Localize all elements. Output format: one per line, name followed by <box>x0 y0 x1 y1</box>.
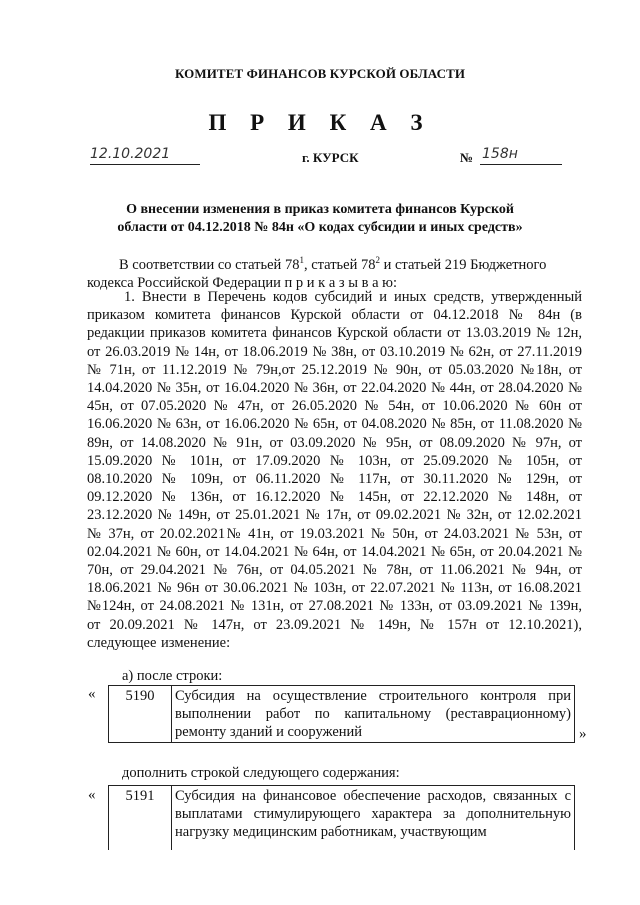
description-cell: Субсидия на финансовое обеспечение расходов, связанных с выплатами стимулирующего характера за дополнительную нагрузку медицинским работникам, участвующим <box>172 786 575 851</box>
amendment-paragraph: 1. Внести в Перечень кодов субсидий и иных средств, утвержденный приказом комитета финансов Курской области от 04.12.2018 № 84н (в редакции приказов комитета финансов Курской области от 13.03.2019 № 12н, от 26.03.2019 № 14н, от 18.06.2019 № 38н, от 03.10.2019 № 62н, от 27.11.2019 № 71н, от 11.12.2019 № 79н,от 25.12.2019 № 90н, от 05.03.2020 №18н, от 14.04.2020 № 35н, от 16.04.2020 № 36н, от 22.04.2020 № 44н, от 28.04.2020 № 45н, от 07.05.2020 № 47н, от 26.05.2020 № 54н, от 10.06.2020 № 60н от 16.06.2020 № 63н, от 16.06.2020 № 65н, от 04.08.2020 № 85н, от 11.08.2020 № 89н, от 14.08.2020 № 91н, от 03.09.2020 № 95н, от 08.09.2020 № 97н, от 15.09.2020 № 101н, от 17.09.2020 № 103н, от 25.09.2020 № 105н, от 08.10.2020 № 109н, от 06.11.2020 № 117н, от 30.11.2020 № 129н, от 09.12.2020 № 136н, от 16.12.2020 № 145н, от 22.12.2020 № 148н, от 23.12.2020 № 149н, от 25.01.2021 № 17н, от 09.02.2021 № 32н, от 12.02.2021 № 37н, от 20.02.2021№ 41н, от 19.03.2021 № 50н, от 24.03.2021 № 53н, от 02.04.2021 № 60н, от 14.04.2021 № 64н, от 14.04.2021 № 65н, от 20.04.2021 № 70н, от 29.04.2021 № 76н, от 04.05.2021 № 78н, от 11.06.2021 № 94н, от 18.06.2021 № 96н от 30.06.2021 № 103н, от 22.07.2021 № 113н, от 16.08.2021 №124н, от 24.08.2021 № 131н, от 27.08.2021 № 133н, от 03.09.2021 № 139н, от 20.09.2021 № 147н, от 23.09.2021 № 149н, № 157н от 12.10.2021), следующее изменение: <box>87 289 582 651</box>
preamble-text-a: В соответствии со статьей 78 <box>119 256 300 273</box>
city-label: г. КУРСК <box>302 150 359 165</box>
table-row <box>109 686 575 743</box>
organization-name: КОМИТЕТ ФИНАНСОВ КУРСКОЙ ОБЛАСТИ <box>174 66 466 81</box>
article-superscript-2: 2 <box>375 255 380 265</box>
preamble-paragraph <box>87 251 582 292</box>
item-a-label: а) после строки: <box>122 668 223 684</box>
subject-line-2: области от 04.12.2018 № 84н «О кодах субсидии и иных средств» <box>117 220 523 235</box>
preamble-text-c: и статьей 219 Бюджетного кодекса Российской Федерации п р и к а з ы в а ю: <box>87 256 547 292</box>
order-number-label: № <box>460 150 474 165</box>
code-table-existing <box>108 685 575 743</box>
code-cell: 5191 <box>109 786 172 851</box>
code-cell: 5190 <box>109 686 172 743</box>
preamble-text-b: , статьей 78 <box>303 256 376 273</box>
code-table-new <box>108 785 575 850</box>
subject-line-1: О внесении изменения в приказ комитета финансов Курской <box>126 202 514 217</box>
order-subject <box>0 201 640 237</box>
table-row <box>109 786 575 851</box>
order-number: 158н <box>480 146 562 165</box>
description-cell: Субсидия на осуществление строительного контроля при выполнении работ по капитальному (реставрационному) ремонту зданий и сооружений <box>172 686 575 743</box>
opening-quote: « <box>88 686 96 702</box>
supplement-label: дополнить строкой следующего содержания: <box>122 765 400 781</box>
order-date: 12.10.2021 <box>90 146 200 165</box>
opening-quote: « <box>88 787 96 803</box>
article-superscript-1: 1 <box>299 255 304 265</box>
document-title: П Р И К А З <box>208 110 432 135</box>
closing-quote: » <box>579 726 587 742</box>
